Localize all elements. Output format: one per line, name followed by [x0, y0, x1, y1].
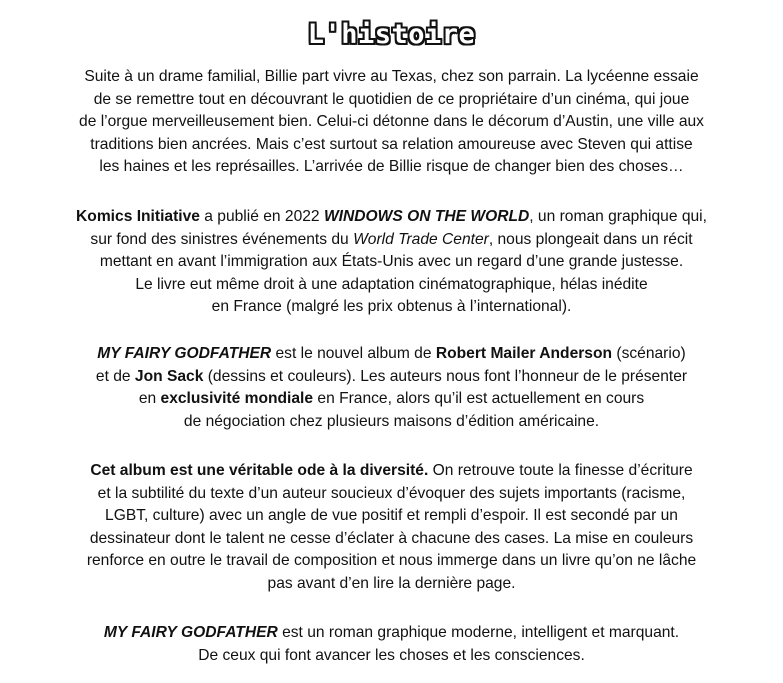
text-line [10, 366, 773, 389]
text-line: de l’orgue merveilleusement bien. Celui-ci détonne dans le décorum d’Austin, une ville aux [79, 113, 704, 131]
text-run: en France, alors qu’il est actuellement en cours [313, 390, 645, 408]
text-run: sur fond des sinistres événements du [90, 230, 354, 248]
paragraph-publisher [10, 206, 773, 319]
bold-text: Cet album est une véritable ode à la diversité. [90, 462, 429, 479]
text-line: les haines et les représailles. L’arrivée de Billie risque de changer bien des choses… [99, 158, 684, 176]
text-line [10, 388, 773, 411]
text-run: (dessins et couleurs). Les auteurs nous font l’honneur de le présenter [203, 367, 688, 385]
book-title: MY FAIRY GODFATHER [103, 624, 278, 641]
book-title: MY FAIRY GODFATHER [97, 345, 272, 362]
artist-name: Jon Sack [134, 367, 204, 385]
text-run: , nous plongeait dans un récit [488, 230, 693, 248]
text-line [10, 343, 773, 366]
text-run: est le nouvel album de [271, 345, 436, 362]
text-line: LGBT, culture) avec un angle de vue positif et rempli d’espoir. Il est secondé par un [105, 507, 678, 525]
text-line [10, 229, 773, 252]
paragraph-diversity [10, 460, 773, 596]
paragraph-conclusion [10, 622, 773, 667]
author-name: Robert Mailer Anderson [435, 345, 613, 362]
text-line [10, 622, 773, 645]
text-line: de négociation chez plusieurs maisons d’édition américaine. [183, 412, 600, 430]
text-run: en [138, 390, 161, 408]
text-line: renforce en outre le travail de composition et nous immerge dans un livre qu’on ne lâche [86, 552, 697, 570]
text-line: De ceux qui font avancer les choses et les consciences. [198, 646, 585, 664]
publisher-name: Komics Initiative [76, 208, 200, 225]
paragraph-story [10, 66, 773, 179]
text-line: en France (malgré les prix obtenus à l’international). [211, 298, 572, 316]
text-run: On retrouve toute la finesse d’écriture [428, 462, 693, 479]
text-line: de se remettre tout en découvrant le quotidien de ce propriétaire d’un cinéma, qui joue [93, 90, 690, 108]
page-title: L'histoire [307, 19, 476, 50]
text-line [10, 460, 773, 483]
text-run: et de [95, 367, 135, 385]
text-line [10, 206, 773, 229]
text-line: Suite à un drame familial, Billie part vivre au Texas, chez son parrain. La lycéenne essaie [84, 68, 699, 85]
text-line: traditions bien ancrées. Mais c’est surtout sa relation amoureuse avec Steven qui attise [90, 135, 693, 153]
book-title: WINDOWS ON THE WORLD [323, 208, 530, 225]
text-run: (scénario) [612, 345, 686, 362]
text-line: mettant en avant l’immigration aux États-Unis avec un regard d’une grande justesse. [99, 253, 684, 271]
text-run: est un roman graphique moderne, intelligent et marquant. [277, 624, 680, 641]
text-run: a publié en 2022 [199, 208, 324, 225]
text-line: pas avant d’en lire la dernière page. [267, 574, 516, 592]
text-run: , un roman graphique qui, [529, 208, 707, 225]
paragraph-album [10, 343, 773, 433]
italic-text: World Trade Center [353, 230, 489, 248]
text-line: et la subtilité du texte d’un auteur soucieux d’évoquer des sujets importants (racisme, [97, 484, 686, 502]
text-line: dessinateur dont le talent ne cesse d’éclater à chacune des cases. La mise en couleurs [89, 529, 694, 547]
text-line: Le livre eut même droit à une adaptation cinématographique, hélas inédite [135, 275, 648, 293]
bold-text: exclusivité mondiale [160, 390, 314, 408]
